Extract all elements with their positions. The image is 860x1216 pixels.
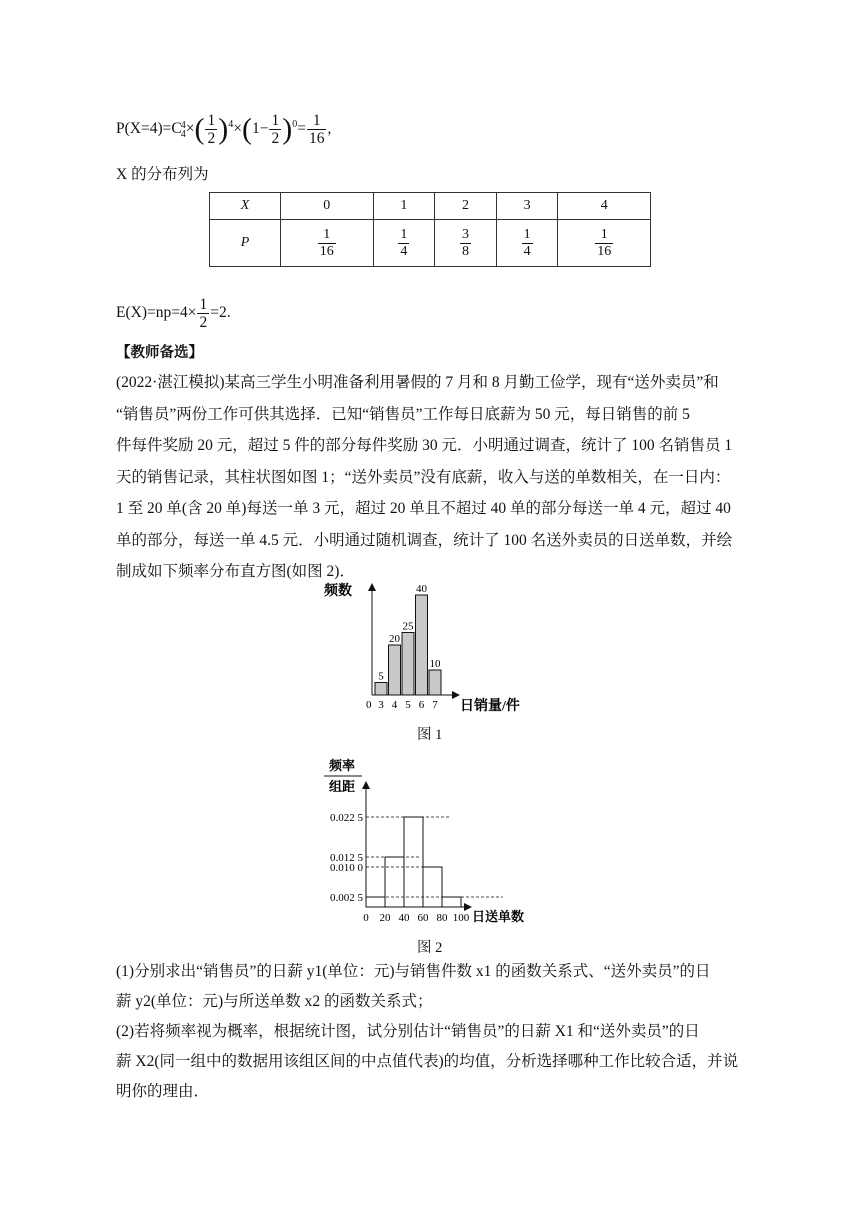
distribution-table [209, 192, 651, 267]
expectation-formula [116, 296, 231, 331]
problem-line: 天的销售记录，其柱状图如图 1；“送外卖员”没有底薪，收入与送的单数相关，在一日内： [116, 468, 731, 486]
fig2-x-tick-label: 100 [452, 912, 470, 924]
fig2-bar [404, 817, 423, 907]
fig1-value-label: 20 [389, 633, 400, 645]
p-cell: $\frac{1}{4}$ [373, 220, 435, 267]
table-row-p [210, 220, 651, 267]
fig1-bar [416, 595, 428, 695]
fig1-value-label: 25 [402, 620, 414, 633]
fig1-bar [402, 633, 414, 696]
question-line: 明你的理由． [116, 1083, 210, 1100]
c-sup: 4 [180, 119, 186, 131]
fig2-y-tick-label: 0.012 5 [330, 852, 363, 864]
fig1-tick-label: 6 [418, 699, 425, 711]
fig2-x-tick-label: 60 [417, 912, 429, 924]
p-header: P [240, 235, 250, 250]
fig2-xlabel: 日送单数 [472, 909, 525, 924]
pow-4: 4 [228, 118, 234, 130]
expectation-rhs: =2. [210, 304, 231, 322]
problem-line: (2022·湛江模拟)某高三学生小明准备利用暑假的 7 月和 8 月勤工俭学，现有“送外卖员”和 [116, 374, 719, 391]
figure-2-caption: 图 2 [417, 940, 443, 956]
problem-text [116, 367, 756, 588]
fig1-ylabel: 频数 [324, 584, 352, 599]
fig2-ylabel-den: 组距 [329, 779, 356, 794]
fig2-y-tick-label: 0.022 5 [330, 812, 363, 824]
fig2-bar [366, 897, 385, 907]
problem-line: 制成如下频率分布直方图(如图 2)． [116, 563, 355, 580]
fig1-bar [389, 645, 401, 695]
question-line: 薪 y2(单位：元)与所送单数 x2 的函数关系式； [116, 993, 433, 1010]
x-cell: 2 [435, 193, 497, 220]
problem-line: 1 至 20 单(含 20 单)每送一单 3 元，超过 20 单且不超过 40 单的部分每送一单 4 元，超过 40 [116, 500, 731, 517]
fig1-value-label: 5 [378, 670, 384, 683]
expectation-num: 1 [199, 296, 208, 313]
table-row-x [210, 193, 651, 220]
figure-1-bar-chart [318, 575, 558, 725]
problem-line: “销售员”两份工作可供其选择．已知“销售员”工作每日底薪为 50 元，每日销售的前 5 [116, 405, 690, 423]
question-line: (2)若将频率视为概率，根据统计图，试分别估计“销售员”的日薪 X1 和“送外卖员”的日 [116, 1023, 700, 1040]
figure-2-histogram [318, 755, 548, 930]
distribution-intro: X 的分布列为 [116, 166, 209, 183]
half-num: 1 [207, 112, 216, 129]
p-cell: $\frac{1}{16}$ [558, 220, 651, 267]
question-line: 薪 X2(同一组中的数据用该组区间的中点值代表)的均值，分析选择哪种工作比较合适，并说 [116, 1053, 739, 1070]
section-title: 【教师备选】 [116, 345, 203, 361]
p-cell: $\frac{1}{4}$ [496, 220, 558, 267]
pow-0: 0 [292, 118, 298, 130]
fig1-bar [375, 683, 387, 696]
formula-lhs: P(X=4)=C [116, 120, 182, 138]
fig1-value-label: 40 [416, 583, 427, 595]
equals: = [297, 120, 306, 138]
problem-line: 单的部分，每送一单 4.5 元．小明通过随机调查，统计了 100 名送外卖员的日送单数，并绘 [116, 531, 733, 549]
om-den: 2 [271, 130, 280, 148]
expectation-den: 2 [199, 314, 208, 332]
fig1-origin: 0 [366, 699, 372, 711]
x-cell: 1 [373, 193, 435, 220]
times-1: × [185, 120, 195, 138]
fig2-x-tick-label: 20 [379, 912, 391, 924]
x-cell: 3 [496, 193, 558, 220]
x-header: X [240, 198, 250, 213]
p-cell: $\frac{3}{8}$ [435, 220, 497, 267]
times-2: × [233, 120, 242, 138]
fig2-x-tick-label: 40 [398, 912, 410, 924]
half-den: 2 [207, 130, 216, 148]
fig2-x-tick-label: 80 [436, 912, 448, 924]
fig1-tick-label: 7 [432, 699, 438, 711]
fig2-bar [385, 857, 404, 907]
x-cell: 4 [558, 193, 651, 220]
fig1-value-label: 10 [429, 658, 441, 670]
one-minus: 1− [251, 120, 269, 138]
fig1-bar [429, 670, 441, 695]
formula-p4: P(X=4)=C 4 4 ×( $\frac{1}{2}$ )$^4$×(1− $\frac{1}{2}$ )$^0$= $\frac{1}{16}$ , [116, 112, 332, 148]
fig1-tick-label: 3 [378, 699, 384, 711]
problem-line: 件每件奖励 20 元，超过 5 件的部分每件奖励 30 元．小明通过调查，统计了 100 名销售员 1 [116, 437, 733, 454]
fig2-x-tick-label: 0 [363, 912, 369, 924]
result-den: 16 [308, 130, 325, 148]
question-line: (1)分别求出“销售员”的日薪 y1(单位：元)与销售件数 x1 的函数关系式、“送外卖员”的日 [116, 963, 711, 980]
formula-tail: , [327, 120, 332, 138]
fig1-tick-label: 4 [391, 699, 398, 711]
om-num: 1 [271, 112, 280, 129]
questions [116, 957, 756, 1107]
fig1-tick-label: 5 [405, 699, 411, 711]
fig2-bar [442, 897, 461, 907]
fig2-y-tick-label: 0.010 0 [330, 862, 363, 874]
result-num: 1 [307, 112, 327, 130]
figure-1-caption: 图 1 [417, 727, 443, 743]
fig2-bar [423, 867, 442, 907]
c-sub: 4 [180, 128, 186, 140]
fig2-ylabel-num: 频率 [329, 758, 356, 773]
fig2-y-tick-label: 0.002 5 [330, 892, 363, 904]
x-cell: 0 [281, 193, 374, 220]
fig1-xlabel: 日销量/件 [460, 699, 520, 714]
expectation-lhs: E(X)=np=4× [116, 304, 197, 322]
p-cell: $\frac{1}{16}$ [281, 220, 374, 267]
